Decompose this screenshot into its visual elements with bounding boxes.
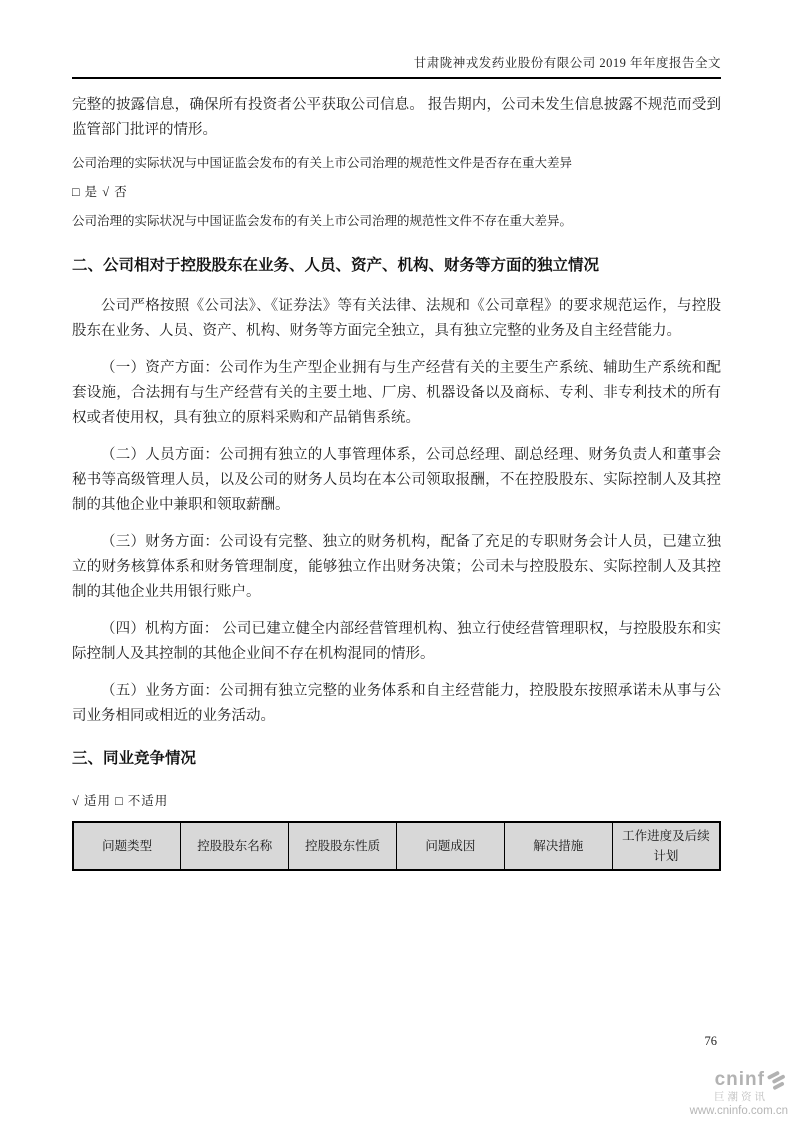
column-header-issue-cause: 问题成因 <box>396 822 504 870</box>
section2-heading: 二、公司相对于控股股东在业务、人员、资产、机构、财务等方面的独立情况 <box>72 257 600 274</box>
section2-paragraph-organization: （四）机构方面： 公司已建立健全内部经营管理机构、独立行使经营管理职权，与控股股东和实际控制人及其控制的其他企业间不存在机构混同的情形。 <box>72 621 721 662</box>
column-header-shareholder-name: 控股股东名称 <box>181 822 289 870</box>
governance-yes-no-options: □ 是 √ 否 <box>72 185 128 199</box>
cninfo-brand-text: cninf <box>714 1069 765 1090</box>
column-header-issue-type: 问题类型 <box>73 822 181 870</box>
column-header-progress-plan: 工作进度及后续计划 <box>612 822 720 870</box>
section2-paragraph-assets: （一）资产方面：公司作为生产型企业拥有与生产经营有关的主要生产系统、辅助生产系统和配套设施，合法拥有与生产经营有关的主要土地、厂房、机器设备以及商标、专利、非专利技术的所有权或者使用权，具有独立的原料采购和产品销售系统。 <box>72 360 721 426</box>
cninfo-logo-icon <box>766 1069 788 1091</box>
competition-table <box>72 821 721 871</box>
page-header <box>72 0 721 79</box>
page-number: 76 <box>704 1034 717 1048</box>
column-header-solution: 解决措施 <box>504 822 612 870</box>
cninfo-subtitle: 巨潮资讯 <box>714 1091 768 1103</box>
report-header-title: 甘肃陇神戎发药业股份有限公司 2019 年年度报告全文 <box>413 56 721 70</box>
report-page <box>72 0 721 1122</box>
section2-paragraph-business: （五）业务方面：公司拥有独立完整的业务体系和自主经营能力，控股股东按照承诺未从事与公司业务相同或相近的业务活动。 <box>72 683 721 724</box>
cninfo-brand-row <box>690 1069 788 1091</box>
section3-heading: 三、同业竞争情况 <box>72 750 197 767</box>
paragraph-disclosure-continuation: 完整的披露信息，确保所有投资者公平获取公司信息。 报告期内，公司未发生信息披露不规范而受到监管部门批评的情形。 <box>72 97 721 138</box>
competition-table-header-row <box>73 822 720 870</box>
header-divider <box>72 77 721 79</box>
cninfo-watermark <box>690 1069 788 1117</box>
governance-difference-question: 公司治理的实际状况与中国证监会发布的有关上市公司治理的规范性文件是否存在重大差异 <box>72 156 573 170</box>
cninfo-url: www.cninfo.com.cn <box>689 1105 788 1117</box>
column-header-shareholder-nature: 控股股东性质 <box>289 822 397 870</box>
applicability-options: √ 适用 □ 不适用 <box>72 794 169 808</box>
governance-difference-answer: 公司治理的实际状况与中国证监会发布的有关上市公司治理的规范性文件不存在重大差异。 <box>72 214 573 228</box>
section2-paragraph-finance: （三）财务方面：公司设有完整、独立的财务机构，配备了充足的专职财务会计人员，已建立独立的财务核算体系和财务管理制度，能够独立作出财务决策；公司未与控股股东、实际控制人及其控制的其他企业共用银行账户。 <box>72 534 721 600</box>
section2-paragraph-overview: 公司严格按照《公司法》、《证券法》等有关法律、法规和《公司章程》的要求规范运作，与控股股东在业务、人员、资产、机构、财务等方面完全独立，具有独立完整的业务及自主经营能力。 <box>72 298 721 339</box>
section2-paragraph-personnel: （二）人员方面：公司拥有独立的人事管理体系，公司总经理、副总经理、财务负责人和董事会秘书等高级管理人员，以及公司的财务人员均在本公司领取报酬，不在控股股东、实际控制人及其控制的其他企业中兼职和领取薪酬。 <box>72 447 721 513</box>
